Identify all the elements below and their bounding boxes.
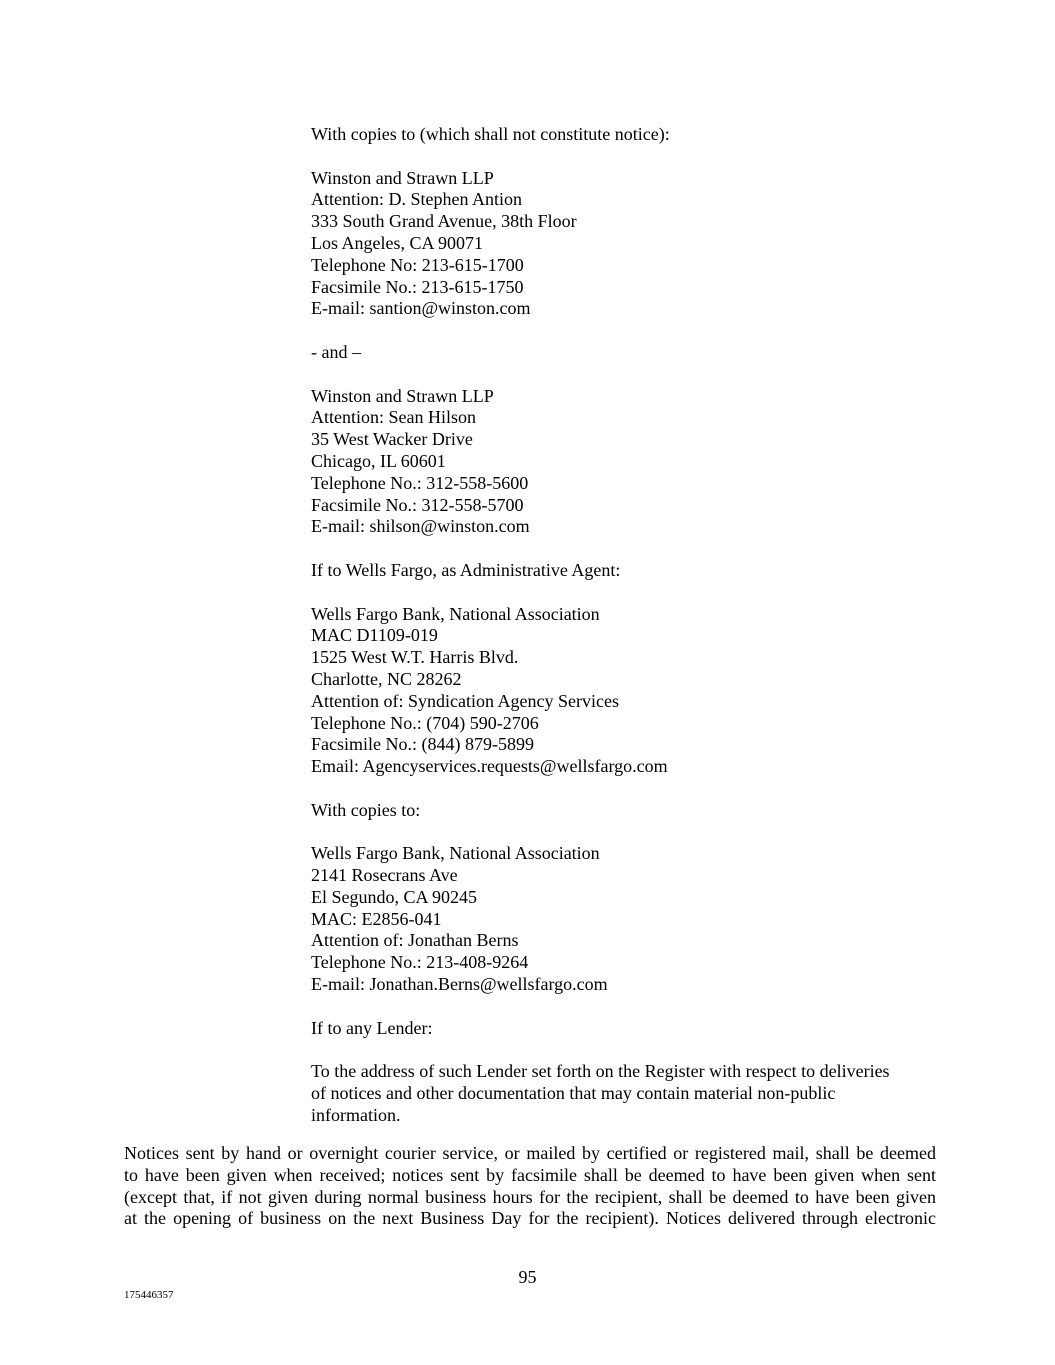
and-separator-text: - and –: [311, 341, 361, 362]
wells-agent-mac: MAC D1109-019: [311, 625, 438, 646]
winston-chicago-telephone: Telephone No.: 312-558-5600: [311, 472, 529, 493]
notices-paragraph-line: (except that, if not given during normal business hours for the recipient, shall be deemed to have been given: [124, 1186, 936, 1207]
wells-agent-street: 1525 West W.T. Harris Blvd.: [311, 647, 519, 668]
winston-la-city: Los Angeles, CA 90071: [311, 232, 484, 253]
wells-agent-attention: Attention of: Syndication Agency Services: [311, 690, 619, 711]
winston-chicago-address: [311, 386, 941, 539]
winston-la-telephone: Telephone No: 213-615-1700: [311, 254, 524, 275]
lender-intro: [311, 1018, 941, 1040]
lender-text: [311, 1061, 941, 1126]
wells-agent-facsimile: Facsimile No.: (844) 879-5899: [311, 734, 534, 755]
winston-la-street: 333 South Grand Avenue, 38th Floor: [311, 211, 577, 232]
wells-copy-street: 2141 Rosecrans Ave: [311, 865, 458, 886]
wells-agent-city: Charlotte, NC 28262: [311, 668, 462, 689]
wells-copies-intro: [311, 800, 941, 822]
winston-la-attention: Attention: D. Stephen Antion: [311, 189, 522, 210]
lender-text-line: information.: [311, 1104, 401, 1125]
notices-paragraph-line: Notices sent by hand or overnight courier service, or mailed by certified or registered mail, shall be deemed: [124, 1143, 936, 1163]
wells-agent-telephone: Telephone No.: (704) 590-2706: [311, 712, 539, 733]
copies-intro: [311, 124, 941, 146]
wells-fargo-agent-address: [311, 604, 941, 778]
notices-paragraph: [124, 1143, 936, 1230]
wells-copy-mac: MAC: E2856-041: [311, 908, 442, 929]
lender-intro-text: If to any Lender:: [311, 1017, 433, 1038]
winston-chicago-email: E-mail: shilson@winston.com: [311, 516, 530, 537]
lender-text-line: To the address of such Lender set forth on the Register with respect to deliveries: [311, 1061, 890, 1082]
document-id: 175446357: [124, 1289, 174, 1301]
winston-chicago-firm: Winston and Strawn LLP: [311, 385, 494, 406]
and-separator: [311, 342, 941, 364]
wells-agent-name: Wells Fargo Bank, National Association: [311, 603, 600, 624]
notices-paragraph-line: to have been given when received; notices sent by facsimile shall be deemed to have been given when sent: [124, 1164, 936, 1185]
wells-fargo-intro: [311, 560, 941, 582]
wells-copies-intro-text: With copies to:: [311, 799, 421, 820]
winston-chicago-city: Chicago, IL 60601: [311, 450, 446, 471]
notices-paragraph-line: at the opening of business on the next Business Day for the recipient). Notices delivered through electronic: [124, 1208, 936, 1229]
copies-intro-text: With copies to (which shall not constitute notice):: [311, 124, 670, 144]
wells-copy-name: Wells Fargo Bank, National Association: [311, 843, 600, 864]
wells-copy-city: El Segundo, CA 90245: [311, 886, 478, 907]
wells-copy-email: E-mail: Jonathan.Berns@wellsfargo.com: [311, 974, 608, 995]
lender-text-line: of notices and other documentation that may contain material non-public: [311, 1083, 836, 1104]
winston-chicago-facsimile: Facsimile No.: 312-558-5700: [311, 494, 524, 515]
page-number: 95: [518, 1267, 537, 1287]
wells-copy-attention: Attention of: Jonathan Berns: [311, 930, 519, 951]
wells-fargo-intro-text: If to Wells Fargo, as Administrative Agent:: [311, 559, 621, 580]
winston-chicago-attention: Attention: Sean Hilson: [311, 407, 476, 428]
wells-copy-telephone: Telephone No.: 213-408-9264: [311, 952, 529, 973]
winston-chicago-street: 35 West Wacker Drive: [311, 429, 473, 450]
winston-la-address: [311, 168, 941, 321]
winston-la-facsimile: Facsimile No.: 213-615-1750: [311, 276, 524, 297]
winston-la-firm: Winston and Strawn LLP: [311, 167, 494, 188]
wells-fargo-copy-address: [311, 843, 941, 996]
winston-la-email: E-mail: santion@winston.com: [311, 298, 531, 319]
wells-agent-email: Email: Agencyservices.requests@wellsfargo.com: [311, 756, 668, 777]
notice-addresses-block: [311, 124, 941, 1148]
